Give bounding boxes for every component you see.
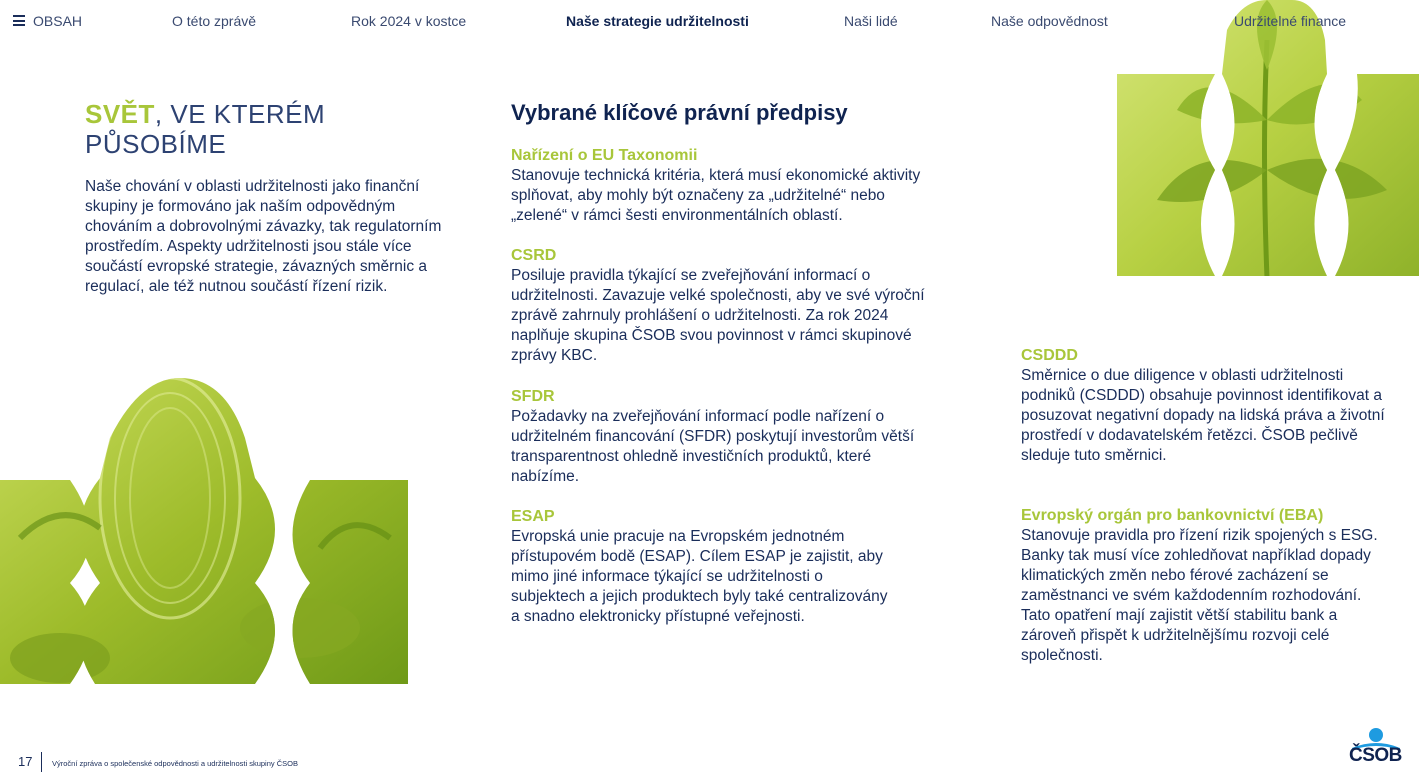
decorative-plant-image-left <box>0 378 408 684</box>
section-title <box>85 99 445 159</box>
intro-paragraph: Naše chování v oblasti udržitelnosti jako finanční skupiny je formováno jak naším odpovědným chováním a dobrovolnými závazky, tak regulatorním prostředím. Aspekty udržitelnosti jsou stále více součástí evropské strategie, závazných směrnic a regulací, ale též nutnou součástí řízení rizik. <box>85 178 442 295</box>
footer-report-title: Výroční zpráva o společenské odpovědnosti a udržitelnosti skupiny ČSOB <box>52 759 298 768</box>
section-esap <box>511 507 951 627</box>
section-heading: Nařízení o EU Taxonomii <box>511 147 698 164</box>
section-text: Směrnice o due diligence v oblasti udržitelnosti podniků (CSDDD) obsahuje povinnost identifikovat a posuzovat negativní dopady na lidská práva a životní prostředí v dodavatelském řetězci. ČSOB pečlivě sleduje tuto směrnici. <box>1021 367 1385 464</box>
nav-item-rok-2024[interactable]: Rok 2024 v kostce <box>351 13 467 29</box>
nav-item-strategie[interactable]: Naše strategie udržitelnosti <box>566 13 749 29</box>
title-rest: , VE KTERÉM PŮSOBÍME <box>85 99 326 159</box>
section-sfdr <box>511 387 951 487</box>
section-text: Stanovuje technická kritéria, která musí ekonomické aktivity splňovat, aby mohly být označeny za „udržitelné“ nebo „zelené“ v rámci šesti environmentálních oblastí. <box>511 167 921 224</box>
section-eba <box>1021 506 1401 666</box>
section-heading: ESAP <box>511 508 555 525</box>
section-text: Evropská unie pracuje na Evropském jednotném přístupovém bodě (ESAP). Cílem ESAP je zajistit, aby mimo jiné informace týkající se udržitelnosti o subjektech a jejich produktech byly také centralizovány a snadno elektronicky přístupné veřejnosti. <box>511 528 888 625</box>
section-heading: SFDR <box>511 388 555 405</box>
section-text: Požadavky na zveřejňování informací podle nařízení o udržitelném financování (SFDR) poskytují investorům větší transparentnost ohledně investičních produktů, které nabízíme. <box>511 408 915 485</box>
section-text: Posiluje pravidla týkající se zveřejňování informací o udržitelnosti. Zavazuje velké společnosti, aby ve své výroční zprávě zahrnuly prohlášení o udržitelnosti. Za rok 2024 naplňuje skupina ČSOB svou povinnost v rámci skupinové zprávy KBC. <box>511 267 925 364</box>
nav-item-udrzitelne-finance[interactable]: Udržitelné finance <box>1234 13 1347 29</box>
decorative-plant-image-right <box>1117 0 1419 278</box>
section-csddd <box>1021 346 1391 466</box>
footer-divider <box>41 752 42 772</box>
section-heading: CSDDD <box>1021 347 1078 364</box>
title-accent: SVĚT <box>85 99 155 129</box>
nav-item-nasi-lide[interactable]: Naši lidé <box>844 13 898 29</box>
section-csrd <box>511 246 951 366</box>
section-eu-taxonomy <box>511 146 951 226</box>
hamburger-icon[interactable] <box>13 15 25 26</box>
nav-item-nase-odpovednost[interactable]: Naše odpovědnost <box>991 13 1108 29</box>
page-number: 17 <box>18 754 33 769</box>
section-heading: Evropský orgán pro bankovnictví (EBA) <box>1021 507 1324 524</box>
section-text: Stanovuje pravidla pro řízení rizik spojených s ESG. Banky tak musí více zohledňovat například dopady klimatických změn nebo férové zacházení se zaměstnanci ve svém každodenním rozhodování. Tato opatření mají zajistit větší stabilitu bank a zároveň přispět k udržitelnějšímu rozvoji celé společnosti. <box>1021 527 1378 664</box>
legislation-title: Vybrané klíčové právní předpisy <box>511 100 848 125</box>
nav-menu-obsah[interactable]: OBSAH <box>33 13 83 29</box>
nav-item-o-teto-zprave[interactable]: O této zprávě <box>172 13 257 29</box>
logo-text: ČSOB <box>1349 745 1402 766</box>
section-heading: CSRD <box>511 247 557 264</box>
